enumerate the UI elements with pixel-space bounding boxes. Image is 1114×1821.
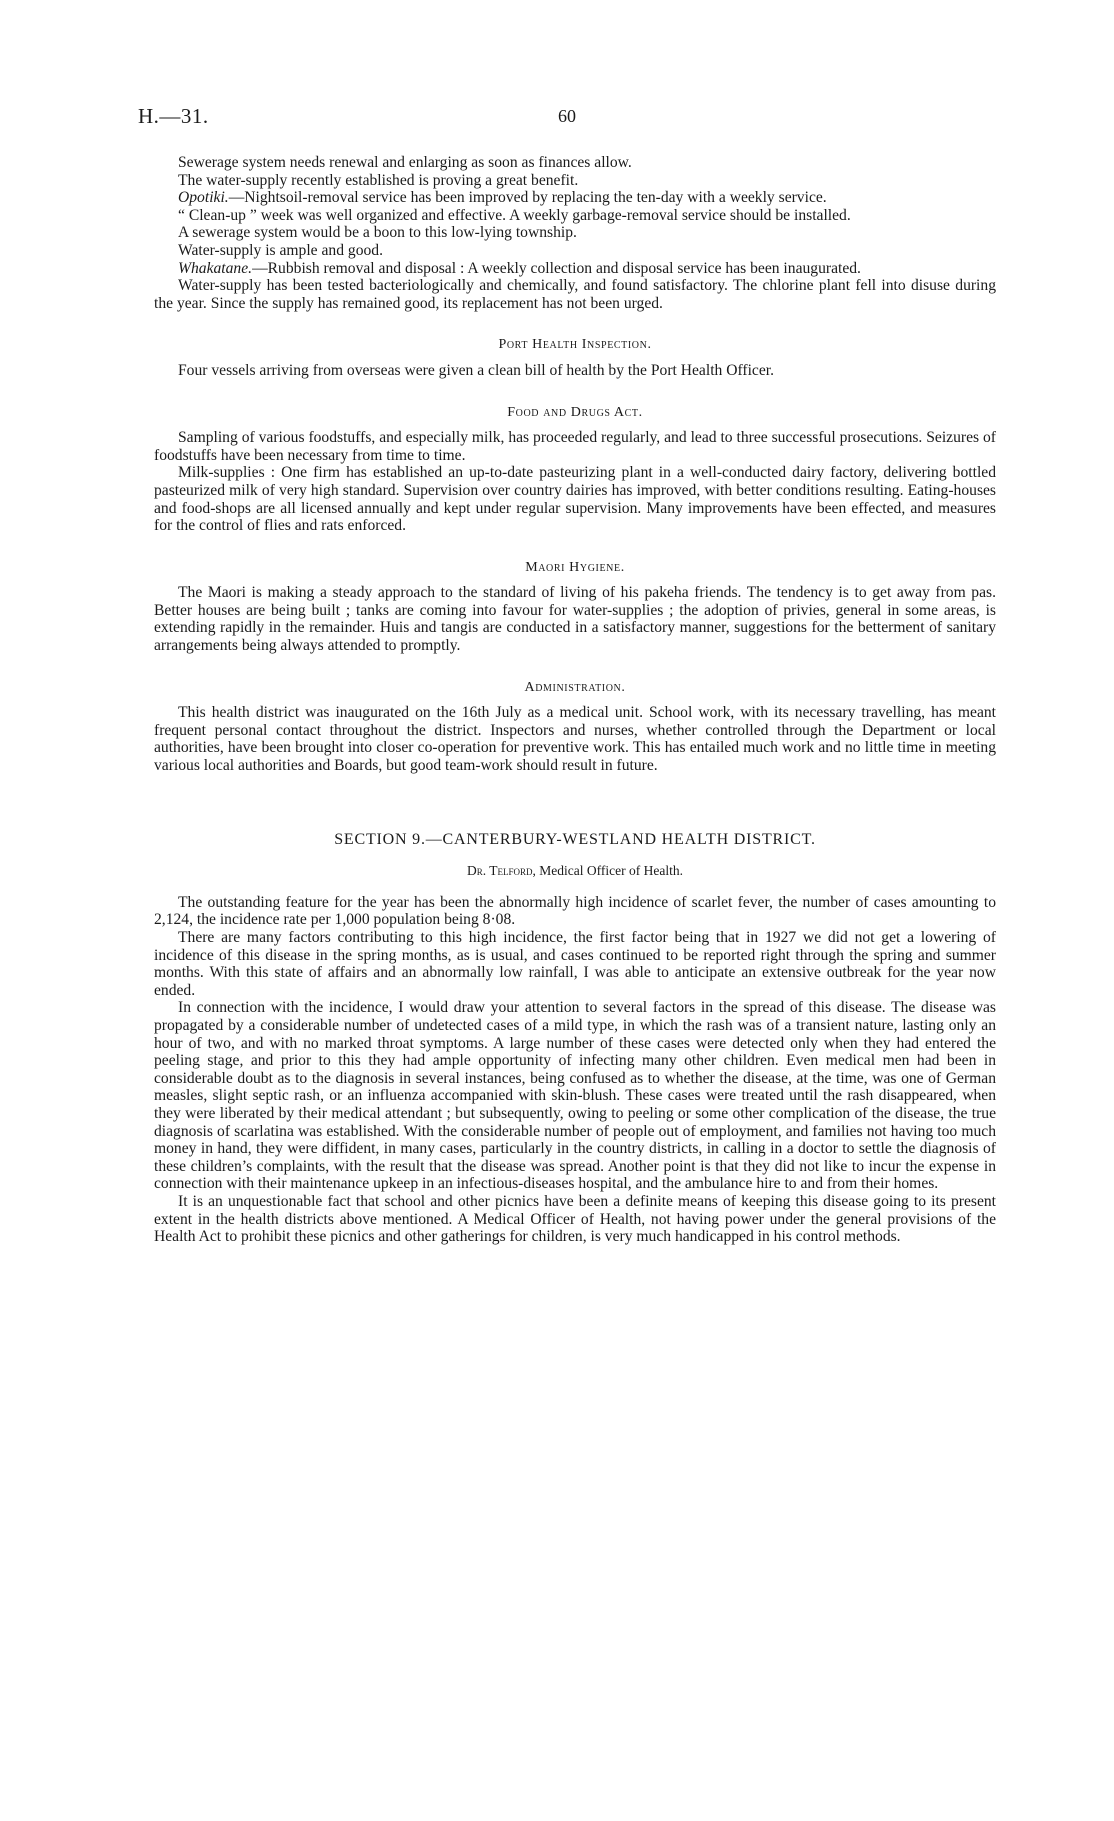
opotiki-text: —Nightsoil-removal service has been improved by replacing the ten-day with a weekly service. xyxy=(228,189,827,207)
place-name-opotiki: Opotiki. xyxy=(178,189,229,207)
whakatane-text: —Rubbish removal and disposal : A weekly collection and disposal service has been inaugurated. xyxy=(252,259,861,277)
place-name-whakatane: Whakatane. xyxy=(178,259,253,277)
paragraph-factors: There are many factors contributing to this high incidence, the first factor being that in 1927 we did not get a lowering of incidence of this disease in the spring months, as is usual, and cases continued to be reported right through the spring and summer months. With this state of affairs and an abnormally low rainfall, I was able to anticipate an extensive outbreak for the year now ended. xyxy=(154,929,996,999)
page-number: 60 xyxy=(558,106,576,126)
paragraph-spread: In connection with the incidence, I would draw your attention to several factors in the spread of this disease. The disease was propagated by a considerable number of undetected cases of a mild type, in which the rash was of a transient nature, lasting only an hour of two, and with no marked throat symptoms. A large number of these cases were detected only when they had entered the peeling stage, and prior to this they had ample opportunity of infecting many other children. Even medical men had been in considerable doubt as to the diagnosis in several instances, being confused as to whether the disease, at the time, was one of German measles, slight septic rash, or an influenza accompanied with skin-blush. These cases were treated until the rash disappeared, when they were liberated by their medical attendant ; but subsequently, owing to peeling or some other complication of the disease, the true diagnosis of scarlatina was established. With the considerable number of people out of employment, and families not having too much money in hand, they were diffident, in many cases, particularly in the country districts, in calling in a doctor to settle the diagnosis of these children’s complaints, with the result that the disease was spread. Another point is that they did not like to incur the expense in connection with their maintenance upkeep in an infectious-diseases hospital, and the ambulance hire to and from their homes. xyxy=(154,999,996,1193)
heading-port-health: Port Health Inspection. xyxy=(498,337,652,353)
paragraph-food-sampling: Sampling of various foodstuffs, and especially milk, has proceeded regularly, and lead to three successful prosecutions. Seizures of foodstuffs have been necessary from time to time. xyxy=(154,429,996,464)
paragraph-whakatane xyxy=(154,260,996,278)
byline-name: Dr. Telford, xyxy=(467,863,536,879)
section-title: SECTION 9.—CANTERBURY-WESTLAND HEALTH DISTRICT. xyxy=(334,830,816,848)
paragraph-water-tested: Water-supply has been tested bacteriologically and chemically, and found satisfactory. The chlorine plant fell into disuse during the year. Since the supply has remained good, its replacement has not been urged. xyxy=(154,277,996,312)
paragraph-maori-hygiene: The Maori is making a steady approach to the standard of living of his pakeha friends. The tendency is to get away from pas. Better houses are being built ; tanks are coming into favour for water-supplies ; the adoption of privies, general in some areas, is extending rapidly in the remainder. Huis and tangis are conducted in a satisfactory manner, suggestions for the betterment of sanitary arrangements being always attended to promptly. xyxy=(154,584,996,655)
paragraph-port-health: Four vessels arriving from overseas were given a clean bill of health by the Port Health Officer. xyxy=(178,361,774,379)
page-reference: H.—31. xyxy=(138,104,209,128)
heading-administration: Administration. xyxy=(524,679,626,695)
byline-role: Medical Officer of Health. xyxy=(539,863,683,879)
paragraph-sewerage-boon: A sewerage system would be a boon to this low-lying township. xyxy=(178,224,577,242)
page-header xyxy=(138,104,998,130)
paragraph-cleanup: “ Clean-up ” week was well organized and effective. A weekly garbage-removal service should be installed. xyxy=(178,206,851,224)
paragraph-scarlet-fever: The outstanding feature for the year has been the abnormally high incidence of scarlet fever, the number of cases amounting to 2,124, the incidence rate per 1,000 population being 8·08. xyxy=(154,893,996,929)
paragraph-picnics: It is an unquestionable fact that school and other picnics have been a definite means of keeping this disease going to its present extent in the health districts above mentioned. A Medical Officer of Health, not having power under the general provisions of the Health Act to prohibit these picnics and other gatherings for children, is very much handicapped in his control methods. xyxy=(154,1192,996,1246)
page-body xyxy=(154,154,996,1246)
byline xyxy=(154,862,996,880)
paragraph-water-supply: The water-supply recently established is proving a great benefit. xyxy=(178,171,579,189)
heading-maori-hygiene: Maori Hygiene. xyxy=(525,559,625,575)
paragraph-water-ample: Water-supply is ample and good. xyxy=(178,241,384,259)
heading-food-drugs: Food and Drugs Act. xyxy=(507,404,643,420)
paragraph-milk-supplies: Milk-supplies : One firm has established an up-to-date pasteurizing plant in a well-conducted dairy factory, delivering bottled pasteurized milk of very high standard. Supervision over country dairies has improved, with better conditions resulting. Eating-houses and food-shops are all licensed annually and kept under regular supervision. Many improvements have been effected, and measures for the control of flies and rats enforced. xyxy=(154,464,996,535)
paragraph-opotiki xyxy=(154,189,996,207)
paragraph-sewerage: Sewerage system needs renewal and enlarging as soon as finances allow. xyxy=(178,154,632,171)
paragraph-administration: This health district was inaugurated on the 16th July as a medical unit. School work, with its necessary travelling, has meant frequent personal contact throughout the district. Inspectors and nurses, whether controlled through the Department or local authorities, have been brought into closer co-operation for preventive work. This has entailed much work and no little time in meeting various local authorities and Boards, but good team-work should result in future. xyxy=(154,704,996,775)
